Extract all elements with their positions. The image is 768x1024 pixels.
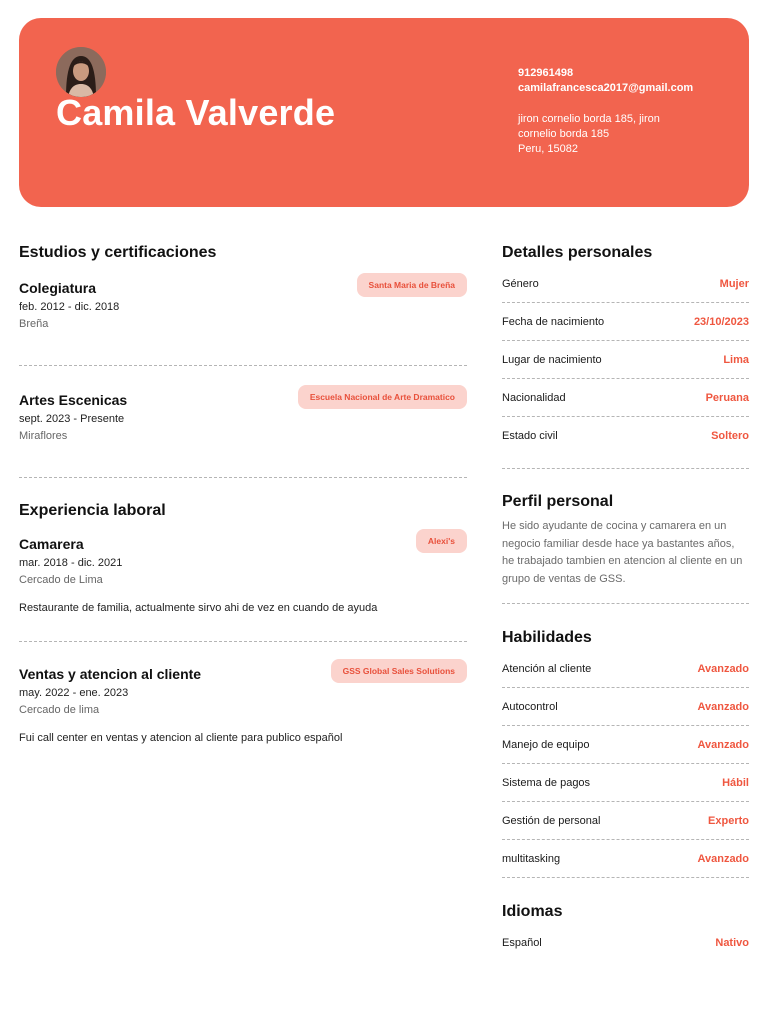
entry-date: sept. 2023 - Presente [19, 413, 125, 425]
skill-level: Avanzado [697, 662, 749, 675]
languages-list [502, 924, 749, 962]
detail-row [502, 265, 749, 303]
detail-value: Peruana [705, 391, 749, 404]
detail-row [502, 341, 749, 379]
skill-level: Hábil [722, 776, 749, 789]
entry-title: Camarera [19, 536, 84, 552]
avatar [56, 47, 106, 97]
education-entry [19, 391, 467, 444]
right-column [502, 242, 749, 962]
skill-row [502, 764, 749, 802]
detail-row [502, 303, 749, 341]
detail-row [502, 417, 749, 469]
left-column [19, 242, 467, 746]
education-entry [19, 279, 467, 332]
languages-section-title: Idiomas [502, 903, 563, 920]
skill-row [502, 688, 749, 726]
language-level: Nativo [715, 937, 749, 949]
experience-section-title: Experiencia laboral [19, 502, 166, 519]
detail-value: Lima [723, 353, 749, 366]
skill-label: Sistema de pagos [502, 776, 591, 789]
address-line-2: cornelio borda 185 [518, 128, 610, 140]
detail-value: Mujer [719, 277, 749, 290]
address-line-1: jiron cornelio borda 185, jiron [518, 113, 660, 125]
skill-row [502, 650, 749, 688]
detail-label: Género [502, 277, 539, 290]
skills-section-title: Habilidades [502, 629, 592, 646]
detail-label: Fecha de nacimiento [502, 315, 605, 328]
contact-block [518, 66, 738, 157]
entry-description: Restaurante de familia, actualmente sirvo ahi de vez en cuando de ayuda [19, 602, 378, 614]
skill-level: Avanzado [697, 852, 749, 865]
skill-label: Gestión de personal [502, 814, 601, 827]
entry-location: Cercado de Lima [19, 574, 103, 586]
skill-label: multitasking [502, 852, 561, 865]
experience-entry [19, 535, 467, 616]
detail-label: Nacionalidad [502, 391, 566, 404]
header-banner [19, 18, 749, 207]
employer-badge: Alexi's [416, 529, 467, 553]
profile-photo-icon [56, 47, 106, 97]
profile-section-title: Perfil personal [502, 493, 614, 510]
entry-date: feb. 2012 - dic. 2018 [19, 301, 120, 313]
entry-title: Colegiatura [19, 280, 97, 296]
skill-level: Avanzado [697, 738, 749, 751]
divider [19, 365, 467, 366]
detail-value: 23/10/2023 [693, 315, 749, 328]
skills-list [502, 650, 749, 878]
entry-description: Fui call center en ventas y atencion al cliente para publico español [19, 732, 343, 744]
experience-entry [19, 665, 467, 746]
skill-row [502, 726, 749, 764]
divider [502, 603, 749, 604]
language-row [502, 924, 749, 962]
skill-level: Avanzado [697, 700, 749, 713]
detail-row [502, 379, 749, 417]
entry-date: mar. 2018 - dic. 2021 [19, 557, 123, 569]
divider [19, 477, 467, 478]
entry-title: Artes Escenicas [19, 392, 128, 408]
entry-location: Miraflores [19, 430, 68, 442]
email-address: camilafrancesca2017@gmail.com [518, 82, 694, 94]
entry-location: Cercado de lima [19, 704, 100, 716]
personal-details-list [502, 265, 749, 469]
institution-badge: Escuela Nacional de Arte Dramatico [298, 385, 467, 409]
entry-title: Ventas y atencion al cliente [19, 666, 202, 682]
skill-label: Autocontrol [502, 700, 558, 713]
skill-row [502, 840, 749, 878]
institution-badge: Santa Maria de Breña [357, 273, 467, 297]
skill-row [502, 802, 749, 840]
personal-section-title: Detalles personales [502, 244, 653, 261]
entry-location: Breña [19, 318, 49, 330]
profile-text: He sido ayudante de cocina y camarera en un negocio familiar desde hace ya bastantes años, he trabajado tambien en atencion al cliente en un grupo de ventas de GSS. [502, 520, 743, 585]
language-label: Español [502, 937, 542, 949]
entry-date: may. 2022 - ene. 2023 [19, 687, 129, 699]
skill-level: Experto [708, 814, 749, 827]
skill-label: Manejo de equipo [502, 738, 590, 751]
divider [19, 641, 467, 642]
detail-value: Soltero [711, 429, 749, 442]
phone-number: 912961498 [518, 67, 574, 79]
address-line-3: Peru, 15082 [518, 143, 578, 155]
employer-badge: GSS Global Sales Solutions [331, 659, 467, 683]
skill-label: Atención al cliente [502, 662, 592, 675]
detail-label: Lugar de nacimiento [502, 353, 602, 366]
education-section-title: Estudios y certificaciones [19, 244, 217, 261]
detail-label: Estado civil [502, 429, 558, 442]
full-name: Camila Valverde [56, 92, 336, 133]
